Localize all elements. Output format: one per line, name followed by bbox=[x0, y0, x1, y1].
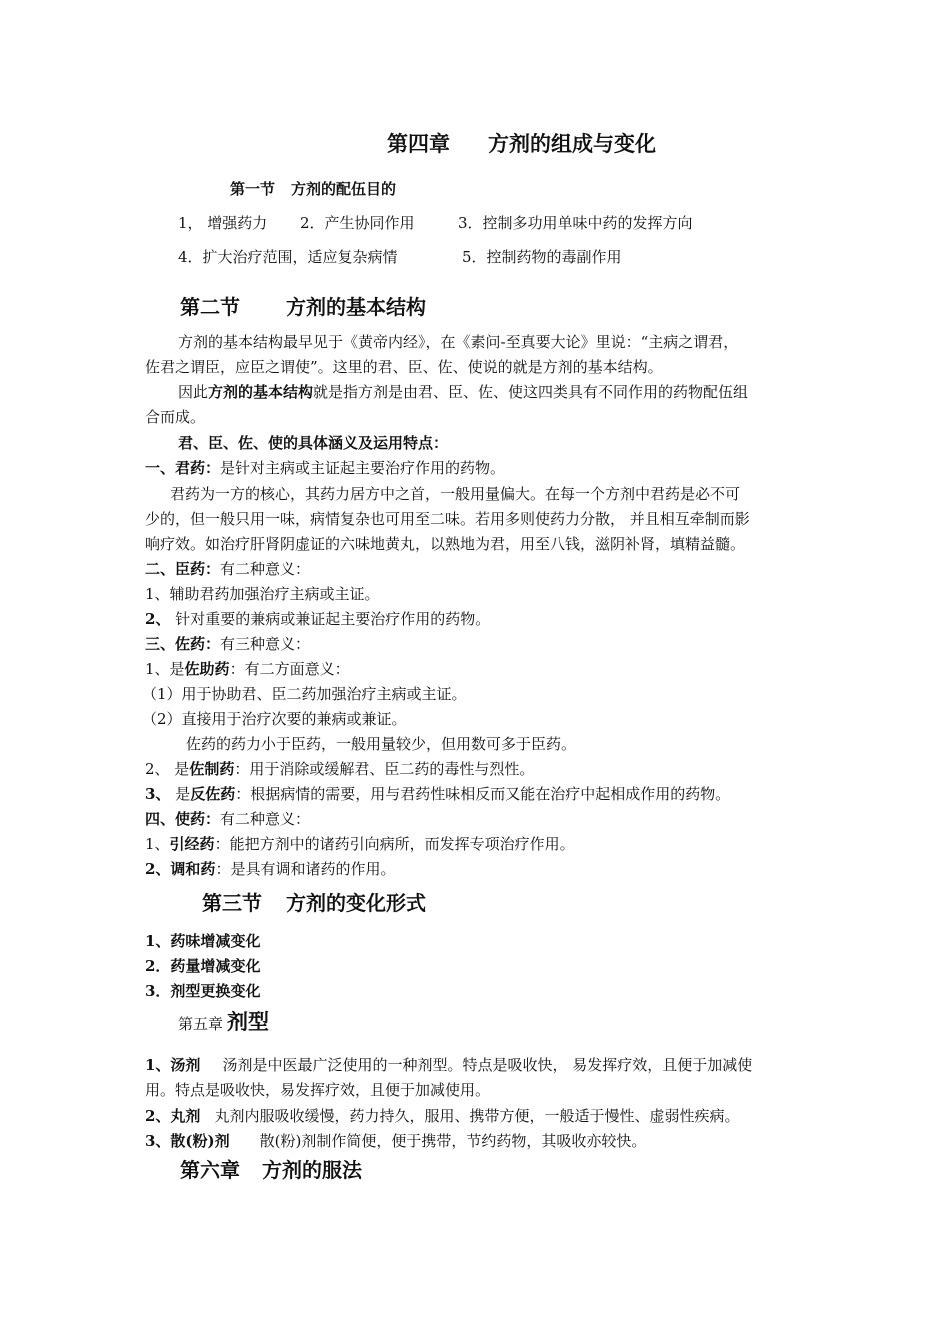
term-label: 二、臣药： bbox=[145, 560, 221, 578]
paragraph-line: 佐君之谓臣，应臣之谓使”。这里的君、臣、佐、使说的就是方剂的基本结构。 bbox=[145, 358, 663, 376]
bold-term: 引经药 bbox=[169, 835, 215, 853]
chapter-5-name: 剂型 bbox=[227, 1009, 270, 1034]
dosage-form-line bbox=[145, 1130, 646, 1151]
text-span: 就是指方剂是由君、臣、佐、使这四类具有不同作用的药物配伍组 bbox=[313, 383, 749, 401]
subheading: 君、臣、佐、使的具体涵义及运用特点： bbox=[178, 434, 449, 452]
bold-term: 佐制药 bbox=[189, 760, 235, 778]
chapter-6-name: 方剂的服法 bbox=[262, 1158, 362, 1182]
chapter-6-title bbox=[180, 1154, 362, 1183]
paragraph-line: 君药为一方的核心，其药力居方中之首，一般用量偏大。在每一个方剂中君药是必不可 bbox=[170, 485, 741, 503]
text-span: 1、是 bbox=[145, 660, 185, 678]
section-1-title bbox=[230, 178, 396, 199]
section-1-number: 第一节 bbox=[230, 180, 276, 198]
section-2-name: 方剂的基本结构 bbox=[286, 295, 426, 319]
section-1-item: 4．扩大治疗范围，适应复杂病情 bbox=[178, 248, 398, 266]
section-1-item: 5．控制药物的毒副作用 bbox=[462, 248, 622, 266]
dosage-form-line bbox=[145, 1054, 752, 1075]
text-span: 是 bbox=[170, 785, 191, 803]
text-span: 2、 是 bbox=[145, 760, 190, 778]
bold-term: 2、调和药 bbox=[145, 860, 216, 878]
chapter-4-title bbox=[387, 128, 656, 158]
chapter-5-number: 第五章 bbox=[178, 1015, 224, 1033]
dosage-text: 汤剂是中医最广泛使用的一种剂型。特点是吸收快， 易发挥疗效，且便于加减使 bbox=[222, 1056, 753, 1074]
paragraph-line: 佐药的药力小于臣药，一般用量较少，但用数可多于臣药。 bbox=[186, 735, 577, 753]
list-item: （2）直接用于治疗次要的兼病或兼证。 bbox=[142, 710, 407, 728]
section-2-number: 第二节 bbox=[180, 295, 240, 319]
paragraph-line: 用。特点是吸收快，易发挥疗效，且便于加减使用。 bbox=[145, 1081, 491, 1099]
bold-term: 佐助药 bbox=[184, 660, 230, 678]
section-3-title bbox=[202, 887, 426, 916]
section-3-item: 2．药量增减变化 bbox=[145, 957, 261, 975]
paragraph-line: 方剂的基本结构最早见于《黄帝内经》，在《素问-至真要大论》里说：“主病之谓君， bbox=[178, 333, 739, 351]
text-span: 因此 bbox=[178, 383, 209, 401]
term-definition: 有二种意义： bbox=[220, 810, 311, 828]
term-label: 四、使药： bbox=[145, 810, 221, 828]
text-span: ：用于消除或缓解君、臣二药的毒性与烈性。 bbox=[234, 760, 535, 778]
section-1-item: 1， 增强药力 bbox=[178, 214, 268, 232]
shi-line bbox=[145, 808, 310, 829]
paragraph-line: 响疗效。如治疗肝肾阴虚证的六味地黄丸，以熟地为君，用至八钱，滋阴补肾，填精益髓。 bbox=[145, 535, 746, 553]
section-2-title bbox=[180, 291, 426, 320]
text-span: ：根据病情的需要，用与君药性味相反而又能在治疗中起相成作用的药物。 bbox=[235, 785, 731, 803]
list-item bbox=[145, 833, 575, 854]
chen-line bbox=[145, 558, 310, 579]
chapter-4-name: 方剂的组成与变化 bbox=[488, 131, 656, 156]
list-item bbox=[145, 608, 490, 629]
term-definition: 有二种意义： bbox=[220, 560, 311, 578]
section-1-item: 2．产生协同作用 bbox=[300, 214, 415, 232]
dosage-label: 3、散(粉)剂 bbox=[145, 1132, 230, 1150]
text-span: ：是具有调和诸药的作用。 bbox=[215, 860, 396, 878]
list-item bbox=[145, 658, 350, 679]
term-definition: 有三种意义： bbox=[220, 635, 311, 653]
list-item bbox=[145, 858, 395, 879]
term-label: 三、佐药： bbox=[145, 635, 221, 653]
text-span: ：有二方面意义： bbox=[229, 660, 350, 678]
list-item: 1、辅助君药加强治疗主病或主证。 bbox=[145, 585, 380, 603]
jun-line bbox=[145, 457, 505, 478]
paragraph-line: 合而成。 bbox=[145, 408, 206, 426]
chapter-4-number: 第四章 bbox=[387, 131, 450, 156]
section-3-item: 3．剂型更换变化 bbox=[145, 982, 261, 1000]
paragraph-line: 少的，但一般只用一味，病情复杂也可用至二味。若用多则使药力分散， 并且相互牵制而影 bbox=[145, 510, 750, 528]
chapter-6-number: 第六章 bbox=[180, 1158, 240, 1182]
dosage-form-line bbox=[145, 1105, 739, 1126]
term-definition: 是针对主病或主证起主要治疗作用的药物。 bbox=[220, 459, 506, 477]
bold-term: 方剂的基本结构 bbox=[208, 383, 314, 401]
bold-term: 反佐药 bbox=[190, 785, 236, 803]
item-number: 3、 bbox=[145, 785, 171, 803]
section-1-item: 3．控制多功用单味中药的发挥方向 bbox=[458, 214, 693, 232]
section-1-name: 方剂的配伍目的 bbox=[291, 180, 397, 198]
paragraph-line bbox=[178, 381, 748, 402]
section-3-number: 第三节 bbox=[202, 891, 262, 915]
zuo-line bbox=[145, 633, 310, 654]
section-3-name: 方剂的变化形式 bbox=[286, 891, 426, 915]
text-span: 1、 bbox=[145, 835, 170, 853]
dosage-text: 丸剂内服吸收缓慢，药力持久，服用、携带方便，一般适于慢性、虚弱性疾病。 bbox=[214, 1107, 740, 1125]
item-number: 2、 bbox=[145, 610, 171, 628]
list-item bbox=[145, 783, 730, 804]
dosage-text: 散(粉)剂制作简便，便于携带，节约药物，其吸收亦较快。 bbox=[259, 1132, 647, 1150]
chapter-5-title bbox=[178, 1006, 269, 1036]
list-item: （1）用于协助君、臣二药加强治疗主病或主证。 bbox=[142, 685, 467, 703]
section-3-item: 1、药味增减变化 bbox=[145, 932, 261, 950]
item-text: 针对重要的兼病或兼证起主要治疗作用的药物。 bbox=[170, 610, 491, 628]
dosage-label: 1、汤剂 bbox=[145, 1056, 201, 1074]
dosage-label: 2、丸剂 bbox=[145, 1107, 201, 1125]
term-label: 一、君药： bbox=[145, 459, 221, 477]
text-span: ：能把方剂中的诸药引向病所，而发挥专项治疗作用。 bbox=[214, 835, 575, 853]
list-item bbox=[145, 758, 534, 779]
